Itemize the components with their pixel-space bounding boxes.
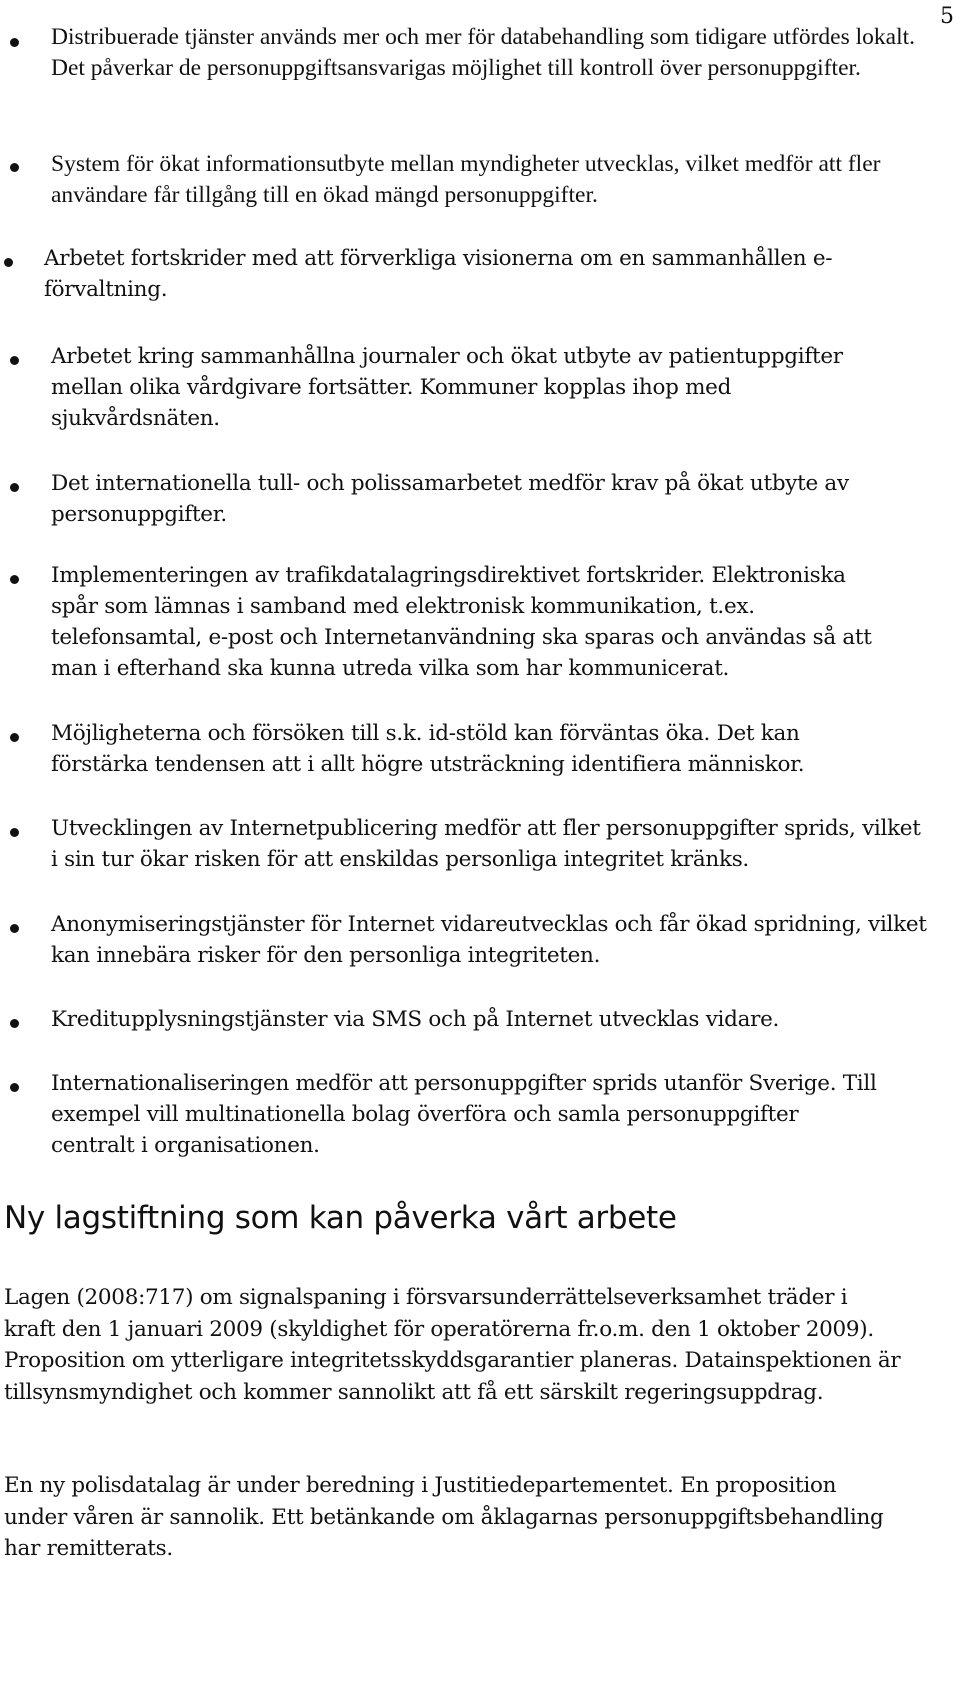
bullet-icon [10,575,19,584]
page-number: 5 [940,4,954,29]
section-heading: Ny lagstiftning som kan påverka vårt arbete [4,1200,677,1236]
list-item-text: Distribuerade tjänster används mer och mer för databehandling som tidigare utfördes lokalt. Det påverkar de personuppgiftsansvarigas möjlighet till kontroll över personuppgifter. [51,24,916,81]
bullet-icon [10,924,19,933]
bullet-icon [10,733,19,742]
bullet-icon [10,356,19,365]
bullet-icon [10,1083,19,1092]
bullet-icon [4,258,13,267]
list-item-text: Arbetet kring sammanhållna journaler och ökat utbyte av patientuppgifter mellan olika vårdgivare fortsätter. Kommuner kopplas ihop med sjukvårdsnäten. [51,344,843,431]
list-item-text: Möjligheterna och försöken till s.k. id-stöld kan förväntas öka. Det kan förstärka tendensen att i allt högre utsträckning identifiera människor. [51,721,805,777]
list-item-text: Internationaliseringen medför att personuppgifter sprids utanför Sverige. Till exempel vill multinationella bolag överföra och samla personuppgifter centralt i organisationen. [51,1071,877,1158]
bullet-icon [10,1019,19,1028]
list-item-text: Implementeringen av trafikdatalagringsdirektivet fortskrider. Elektroniska spår som lämnas i samband med elektronisk kommunikation, t.ex. telefonsamtal, e-post och Internetanvändning ska sparas och användas så att man i efterhand ska kunna utreda vilka som har kommunicerat. [51,563,872,681]
list-item-text: Arbetet fortskrider med att förverkliga visionerna om en sammanhållen e-förvaltning. [44,246,833,302]
list-item-text: Kreditupplysningstjänster via SMS och på Internet utvecklas vidare. [51,1007,780,1032]
list-item-text: Det internationella tull- och polissamarbetet medför krav på ökat utbyte av personuppgifter. [51,471,849,527]
paragraph: Lagen (2008:717) om signalspaning i försvarsunderrättelseverksamhet träder i kraft den 1 januari 2009 (skyldighet för operatörerna fr.o.m. den 1 oktober 2009). Proposition om ytterligare integritetsskyddsgarantier planeras. Datainspektionen är tillsynsmyndighet och kommer sannolikt att få ett särskilt regeringsuppdrag. [4,1285,901,1405]
bullet-icon [10,163,19,172]
bullet-icon [10,828,19,837]
list-item-text: Utvecklingen av Internetpublicering medför att fler personuppgifter sprids, vilket i sin tur ökar risken för att enskildas personliga integritet kränks. [51,816,921,872]
list-item-text: Anonymiseringstjänster för Internet vidareutvecklas och får ökad spridning, vilket kan innebära risker för den personliga integriteten. [51,912,927,968]
bullet-icon [10,38,19,47]
list-item-text: System för ökat informationsutbyte mellan myndigheter utvecklas, vilket medför att fler användare får tillgång till en ökad mängd personuppgifter. [51,151,881,208]
paragraph: En ny polisdatalag är under beredning i Justitiedepartementet. En proposition under våren är sannolik. Ett betänkande om åklagarnas personuppgiftsbehandling har remitterats. [4,1473,884,1561]
bullet-icon [10,483,19,492]
